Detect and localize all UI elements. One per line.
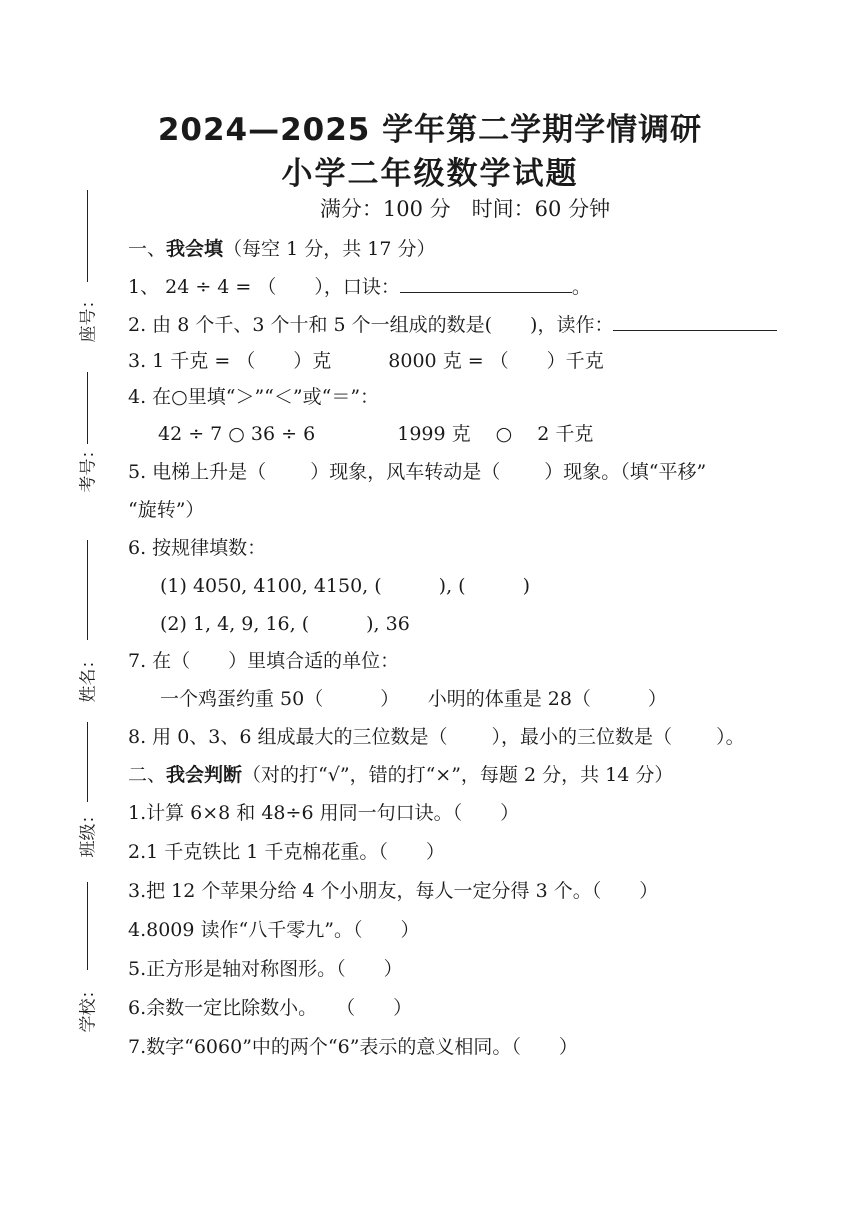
question-6: 6. 按规律填数： <box>128 537 267 559</box>
question-1-text: 1、 24 ÷ 4 = （ ），口诀： <box>128 276 400 298</box>
section2-heading <box>128 762 673 788</box>
section1-number: 一、 <box>128 238 167 260</box>
binding-label-seat: 座号： <box>78 291 99 343</box>
score-time-line: 满分：100 分 时间：60 分钟 <box>319 197 611 221</box>
exam-title-line1: 2024—2025 学年第二学期学情调研 <box>157 112 703 148</box>
section1-title: 我会填 <box>166 238 224 260</box>
question-6-part2: (2) 1, 4, 9, 16, ( ), 36 <box>160 613 410 635</box>
question-2-text: 2. 由 8 个千、3 个十和 5 个一组成的数是( )，读作： <box>128 314 614 336</box>
question-4-items: 42 ÷ 7 ○ 36 ÷ 6 1999 克 ○ 2 千克 <box>158 423 594 445</box>
judge-item-4: 4.8009 读作“八千零九”。（ ） <box>128 919 420 941</box>
judge-item-7: 7.数字“6060”中的两个“6”表示的意义相同。（ ） <box>128 1036 578 1058</box>
question-3: 3. 1 千克 = （ ）克 8000 克 = （ ）千克 <box>128 350 604 372</box>
judge-item-5: 5.正方形是轴对称图形。（ ） <box>128 958 403 980</box>
section1-heading <box>128 236 435 262</box>
binding-label-school: 学校： <box>78 981 99 1033</box>
binding-label-exam-no: 考号： <box>78 441 99 493</box>
question-1 <box>128 274 591 300</box>
question-2 <box>128 312 777 338</box>
answer-blank-q2[interactable] <box>613 312 777 331</box>
binding-line-name <box>87 722 88 802</box>
question-7-items: 一个鸡蛋约重 50（ ） 小明的体重是 28（ ） <box>160 688 667 710</box>
judge-item-6: 6.余数一定比除数小。 （ ） <box>128 997 413 1019</box>
binding-label-class: 班级： <box>78 806 99 858</box>
section1-note: （每空 1 分，共 17 分） <box>223 238 436 260</box>
section2-title: 我会判断 <box>166 764 243 786</box>
judge-item-2: 2.1 千克铁比 1 千克棉花重。（ ） <box>128 841 445 863</box>
exam-title-line2: 小学二年级数学试题 <box>281 156 579 192</box>
section2-number: 二、 <box>128 764 167 786</box>
judge-item-3: 3.把 12 个苹果分给 4 个小朋友，每人一定分得 3 个。（ ） <box>128 880 659 902</box>
judge-item-1: 1.计算 6×8 和 48÷6 用同一句口诀。（ ） <box>128 802 520 824</box>
question-5-line2: “旋转”） <box>128 499 205 521</box>
binding-line-seat <box>87 372 88 444</box>
answer-blank-q1[interactable] <box>400 274 572 293</box>
question-5-line1: 5. 电梯上升是（ ）现象，风车转动是（ ）现象。（填“平移” <box>128 461 707 483</box>
binding-line-exam-no <box>87 540 88 640</box>
question-8: 8. 用 0、3、6 组成最大的三位数是（ ），最小的三位数是（ ）。 <box>128 726 745 748</box>
question-4: 4. 在○里填“＞”“＜”或“＝”： <box>128 386 380 408</box>
question-1-end: 。 <box>571 276 591 298</box>
section2-note: （对的打“√”，错的打“×”，每题 2 分，共 14 分） <box>242 764 674 786</box>
binding-line-class <box>87 882 88 970</box>
question-7: 7. 在（ ）里填合适的单位： <box>128 650 400 672</box>
question-6-part1: (1) 4050, 4100, 4150, ( ), ( ) <box>160 575 530 597</box>
binding-label-name: 姓名： <box>78 651 99 703</box>
